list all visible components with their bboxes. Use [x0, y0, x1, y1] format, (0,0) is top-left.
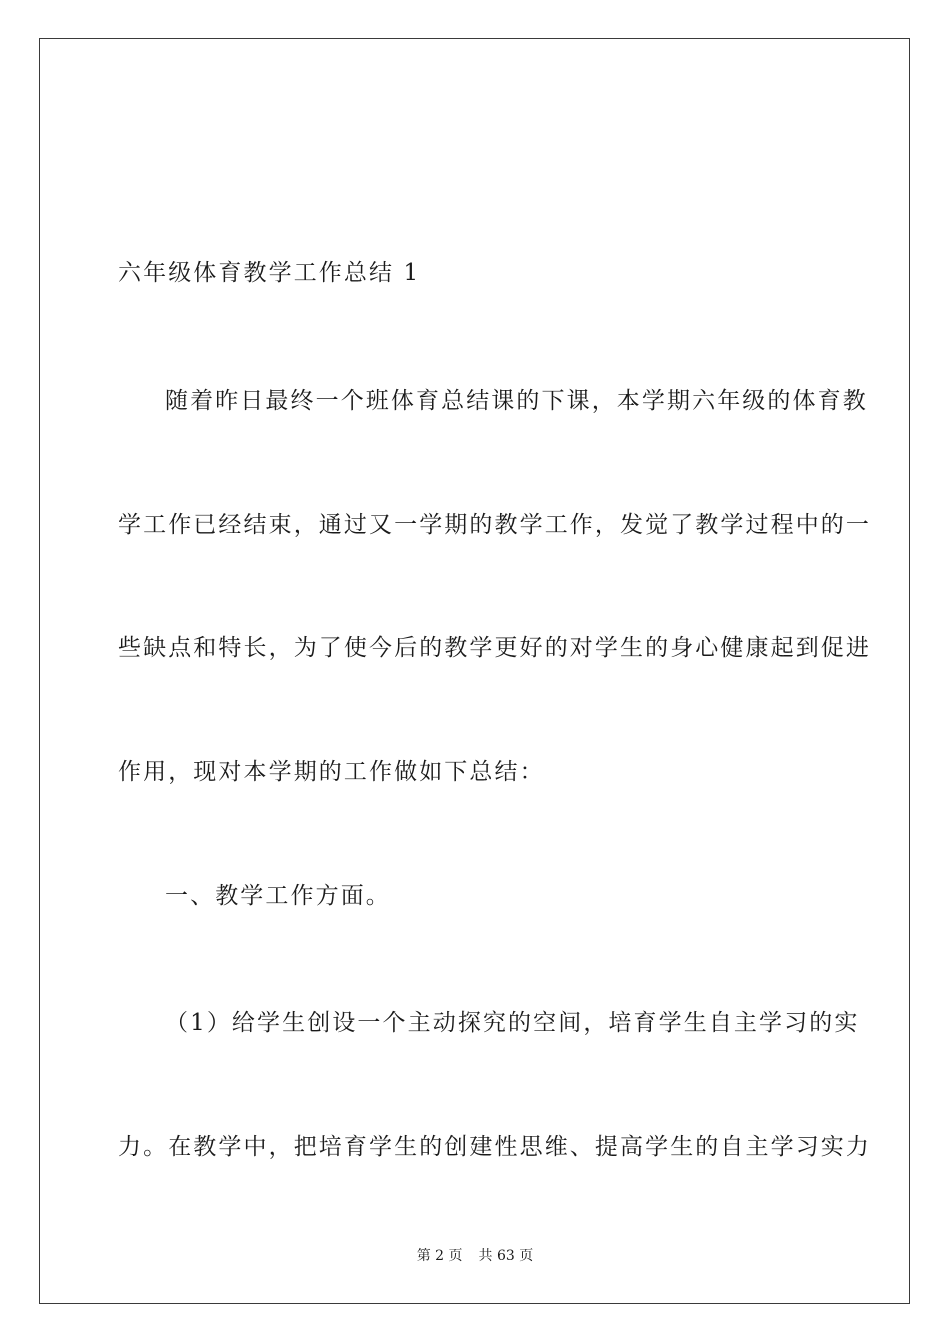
- document-title: 六年级体育教学工作总结 1: [118, 260, 421, 286]
- page-footer: [0, 1247, 950, 1265]
- paragraph-line: 随着昨日最终一个班体育总结课的下课，本学期六年级的体育教: [165, 388, 868, 414]
- page-number: 第 2 页: [416, 1248, 463, 1264]
- page-border: [39, 38, 910, 1304]
- paragraph-line: 作用，现对本学期的工作做如下总结：: [118, 759, 545, 785]
- paragraph-line: （1）给学生创设一个主动探究的空间，培育学生自主学习的实: [165, 1010, 860, 1036]
- paragraph-line: 些缺点和特长，为了使今后的教学更好的对学生的身心健康起到促进: [118, 635, 871, 661]
- paragraph-line: 学工作已经结束，通过又一学期的教学工作，发觉了教学过程中的一: [118, 512, 871, 538]
- page-total: 共 63 页: [478, 1248, 534, 1264]
- paragraph-line: 力。在教学中，把培育学生的创建性思维、提高学生的自主学习实力: [118, 1134, 871, 1160]
- section-heading: 一、教学工作方面。: [165, 883, 391, 909]
